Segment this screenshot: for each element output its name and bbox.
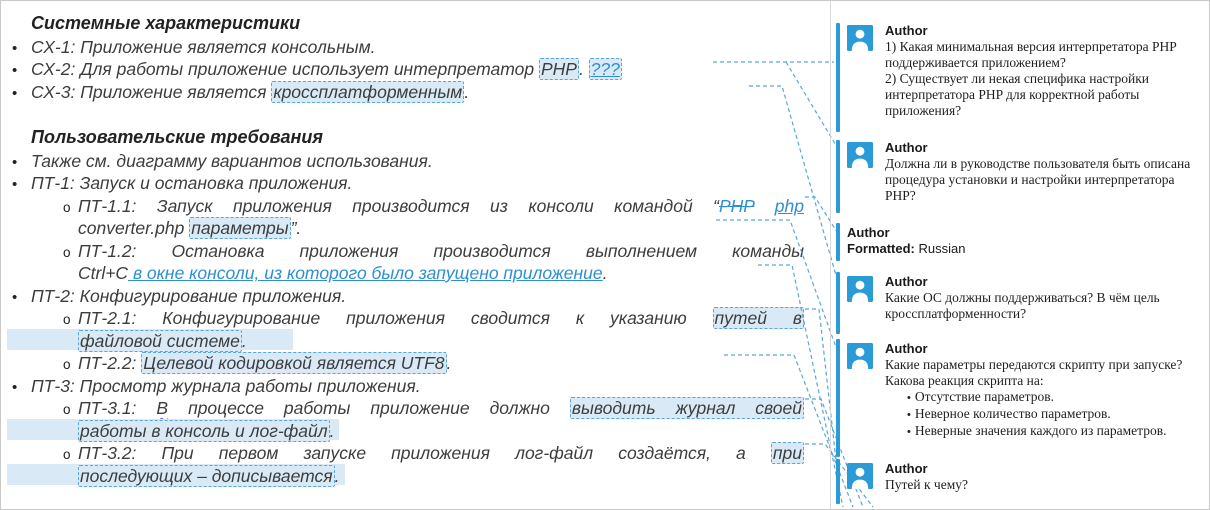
commented-text: Целевой кодировкой является UTF8 <box>143 353 445 373</box>
doc-text: Системные характеристики <box>31 13 301 33</box>
comment-body <box>885 39 1205 119</box>
doc-text: ПТ-1: Запуск и остановка приложения. <box>31 173 353 193</box>
bullet-icon: • <box>12 62 18 79</box>
commented-text: при <box>772 443 802 463</box>
comment-change-bar <box>836 23 840 132</box>
document-line <box>12 376 421 397</box>
doc-text: . <box>602 263 608 283</box>
comment-author: Author <box>847 225 890 240</box>
document-line <box>63 308 804 329</box>
doc-text: ПТ-2.1: Конфигурирование приложения сводится к указанию <box>78 308 713 328</box>
comment-paragraph: Путей к чему? <box>885 477 968 492</box>
bullet-icon: • <box>12 176 18 193</box>
document-heading <box>31 13 300 34</box>
comment-bullet-item: • Неверное количество параметров. <box>907 406 1111 421</box>
comment-paragraph: 2) Существует ли некая специфика настройки интерпретатора PHP для корректной работы приложения? <box>885 71 1150 118</box>
bullet-icon: o <box>63 200 71 215</box>
bullet-icon: • <box>12 154 18 171</box>
author-avatar-icon <box>847 276 873 302</box>
doc-text: СХ-3: Приложение является <box>31 82 272 102</box>
document-area <box>1 1 831 509</box>
bullet-icon: o <box>63 357 71 372</box>
comment-change-bar <box>836 223 840 261</box>
document-line <box>12 82 470 103</box>
bullet-icon: • <box>12 379 18 396</box>
doc-text: . <box>446 353 452 373</box>
bullet-icon: • <box>907 426 911 438</box>
document-line <box>78 331 247 352</box>
doc-text: . <box>464 82 470 102</box>
spellcheck-text: В <box>156 398 169 418</box>
deleted-text: PHP <box>718 196 755 216</box>
comment-body <box>885 156 1205 204</box>
bullet-icon: o <box>63 447 71 462</box>
comment-body <box>885 357 1205 440</box>
bullet-icon: • <box>907 409 911 421</box>
document-line <box>78 218 301 239</box>
doc-text: . <box>329 421 335 441</box>
comment-change-bar <box>836 140 840 213</box>
comments-pane-divider <box>830 1 831 509</box>
document-line <box>12 173 353 194</box>
comment-body <box>885 477 1205 493</box>
inserted-text: php <box>774 196 804 216</box>
doc-text: Ctrl+C <box>78 263 129 283</box>
document-line <box>78 263 608 284</box>
inserted-text: ??? <box>590 59 620 79</box>
doc-text: ПТ-3.2: При первом запуске приложения лог-файл создаётся, а <box>78 443 771 463</box>
doc-text: ПТ-2: Конфигурирование приложения. <box>31 286 347 306</box>
commented-text: PHP <box>540 59 577 79</box>
formatted-change-text: Formatted: Russian <box>847 241 966 256</box>
document-line <box>63 241 804 262</box>
doc-text: . <box>334 466 340 486</box>
commented-text: выводить журнал своей <box>571 398 803 418</box>
document-line <box>12 151 433 172</box>
comment-author: Author <box>885 341 928 356</box>
comment-paragraph: Какие ОС должны поддерживаться? В чём цель кроссплатформенности? <box>885 290 1160 321</box>
bullet-icon: o <box>63 245 71 260</box>
bullet-icon: • <box>12 40 18 57</box>
bullet-icon: o <box>63 312 71 327</box>
doc-text: ПТ-1.2: Остановка приложения производится выполнением команды <box>78 241 804 261</box>
commented-text: путей в <box>714 308 803 328</box>
doc-text: ПТ-2.2: <box>78 353 142 373</box>
doc-text: . <box>578 59 589 79</box>
bullet-icon: o <box>63 402 71 417</box>
comment-paragraph: 1) Какая минимальная версия интерпретатора PHP поддерживается приложением? <box>885 39 1177 70</box>
doc-text: Также см. диаграмму вариантов использования. <box>31 151 433 171</box>
document-line <box>78 466 340 487</box>
document-line <box>12 37 376 58</box>
bullet-icon: • <box>907 392 911 404</box>
document-line <box>63 353 452 374</box>
comment-author: Author <box>885 274 928 289</box>
doc-text: ”. <box>290 218 302 238</box>
doc-text <box>754 196 774 216</box>
commented-text: работы в консоль и лог-файл <box>80 421 328 441</box>
doc-text: converter.php <box>78 218 190 238</box>
commented-text: последующих – дописывается <box>80 466 333 486</box>
doc-text: СХ-1: Приложение является консольным. <box>31 37 376 57</box>
author-avatar-icon <box>847 142 873 168</box>
comment-author: Author <box>885 140 928 155</box>
document-line <box>78 421 335 442</box>
bullet-icon: • <box>12 85 18 102</box>
document-heading <box>31 127 323 148</box>
comment-change-bar <box>836 459 840 504</box>
comment-author: Author <box>885 23 928 38</box>
comment-bullet-item: • Отсутствие параметров. <box>907 389 1054 404</box>
document-line <box>63 443 804 464</box>
commented-text: кроссплатформенным <box>273 82 463 102</box>
author-avatar-icon <box>847 25 873 51</box>
comment-change-bar <box>836 339 840 457</box>
inserted-text: в окне консоли, из которого было запущено приложение <box>128 263 603 283</box>
comment-author: Author <box>885 461 928 476</box>
document-line <box>63 398 804 419</box>
doc-text: ПТ-3.1: <box>78 398 157 418</box>
document-line <box>12 59 622 80</box>
commented-text: файловой системе <box>80 331 240 351</box>
doc-text: . <box>241 331 247 351</box>
author-avatar-icon <box>847 343 873 369</box>
comment-paragraph: Какие параметры передаются скрипту при запуске? Какова реакция скрипта на: <box>885 357 1183 388</box>
doc-text: ПТ-3: Просмотр журнала работы приложения. <box>31 376 421 396</box>
document-line <box>12 286 347 307</box>
document-line <box>63 196 804 217</box>
bullet-icon: • <box>12 289 18 306</box>
doc-text: ПТ-1.1: Запуск приложения производится из консоли командой “ <box>78 196 719 216</box>
comment-bullet-item: • Неверные значения каждого из параметров. <box>907 423 1167 438</box>
comment-change-bar <box>836 272 840 334</box>
comment-paragraph: Должна ли в руководстве пользователя быть описана процедура установки и настройки интерпретатора PHP? <box>885 156 1191 203</box>
doc-text: СХ-2: Для работы приложение использует интерпретатор <box>31 59 539 79</box>
comment-body <box>885 290 1205 322</box>
commented-text: параметры <box>191 218 289 238</box>
doc-text: процессе работы приложение должно <box>168 398 570 418</box>
doc-text: Пользовательские требования <box>31 127 323 147</box>
author-avatar-icon <box>847 463 873 489</box>
